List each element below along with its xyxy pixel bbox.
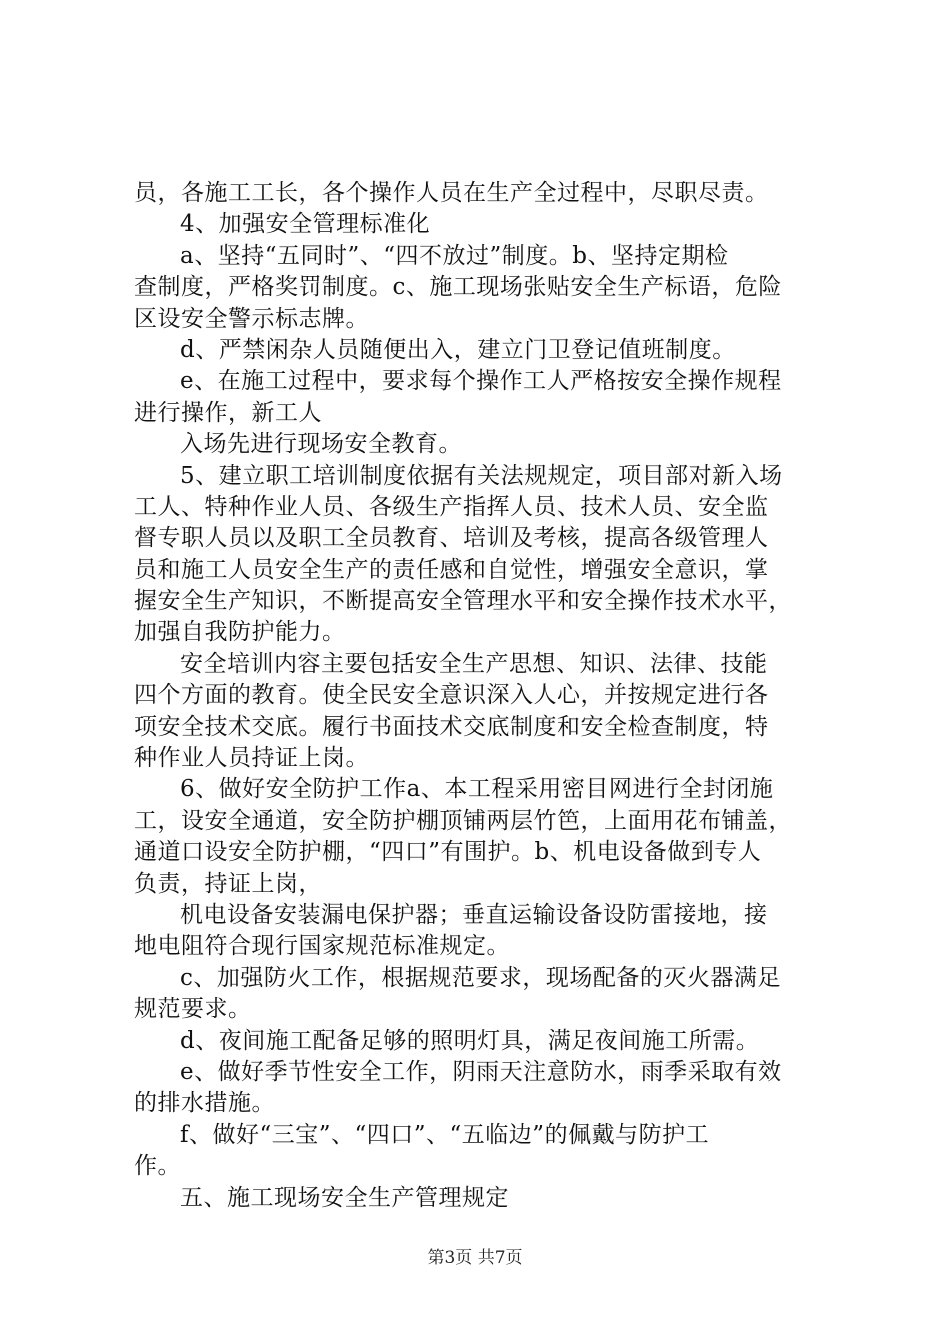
text-line: 进行操作，新工人 xyxy=(134,399,322,426)
text-line: 工人、特种作业人员、各级生产指挥人员、技术人员、安全监 xyxy=(134,493,769,520)
text-line: d、夜间施工配备足够的照明灯具，满足夜间施工所需。 xyxy=(180,1027,760,1054)
text-line: 项安全技术交底。履行书面技术交底制度和安全检查制度，特 xyxy=(134,713,769,740)
text-line: 5、建立职工培训制度依据有关法规规定，项目部对新入场 xyxy=(180,462,783,489)
text-line: 种作业人员持证上岗。 xyxy=(134,745,369,772)
text-line: 规范要求。 xyxy=(134,996,252,1023)
text-line: d、严禁闲杂人员随便出入，建立门卫登记值班制度。 xyxy=(180,336,736,363)
text-line: f、做好“三宝”、“四口”、“五临边”的佩戴与防护工 xyxy=(180,1121,710,1148)
text-line: 机电设备安装漏电保护器；垂直运输设备设防雷接地，接 xyxy=(180,901,768,928)
text-line: c、加强防火工作，根据规范要求，现场配备的灭火器满足 xyxy=(180,964,781,991)
text-line: a、坚持“五同时”、“四不放过”制度。b、坚持定期检 xyxy=(180,242,729,269)
text-line: 四个方面的教育。使全民安全意识深入人心，并按规定进行各 xyxy=(134,682,769,709)
text-line: 握安全生产知识，不断提高安全管理水平和安全操作技术水平， xyxy=(134,588,792,615)
page-footer: 第3页 共7页 xyxy=(427,1248,523,1268)
text-line: 6、做好安全防护工作a、本工程采用密目网进行全封闭施 xyxy=(180,776,774,803)
text-line: 督专职人员以及职工全员教育、培训及考核，提高各级管理人 xyxy=(134,525,769,552)
text-line: 工，设安全通道，安全防护棚顶铺两层竹笆，上面用花布铺盖， xyxy=(134,807,792,834)
text-line: 的排水措施。 xyxy=(134,1090,275,1117)
text-line: 员和施工人员安全生产的责任感和自觉性，增强安全意识，掌 xyxy=(134,556,769,583)
text-line: e、做好季节性安全工作，阴雨天注意防水，雨季采取有效 xyxy=(180,1058,782,1085)
text-line: 区设安全警示标志牌。 xyxy=(134,305,369,332)
text-line: e、在施工过程中，要求每个操作工人严格按安全操作规程 xyxy=(180,368,782,395)
text-line: 4、加强安全管理标准化 xyxy=(180,211,431,238)
text-line: 五、施工现场安全生产管理规定 xyxy=(180,1184,509,1211)
text-line: 入场先进行现场安全教育。 xyxy=(180,431,462,458)
text-line: 加强自我防护能力。 xyxy=(134,619,346,646)
text-line: 地电阻符合现行国家规范标准规定。 xyxy=(134,933,510,960)
text-line: 负责，持证上岗， xyxy=(134,870,322,897)
text-line: 查制度，严格奖罚制度。c、施工现场张贴安全生产标语，危险 xyxy=(134,274,782,301)
text-line: 通道口设安全防护棚，“四口”有围护。b、机电设备做到专人 xyxy=(134,839,762,866)
document-body xyxy=(134,178,834,1214)
text-line: 作。 xyxy=(134,1153,181,1180)
text-line: 员，各施工工长，各个操作人员在生产全过程中，尽职尽责。 xyxy=(134,180,769,206)
text-line: 安全培训内容主要包括安全生产思想、知识、法律、技能 xyxy=(180,650,768,677)
